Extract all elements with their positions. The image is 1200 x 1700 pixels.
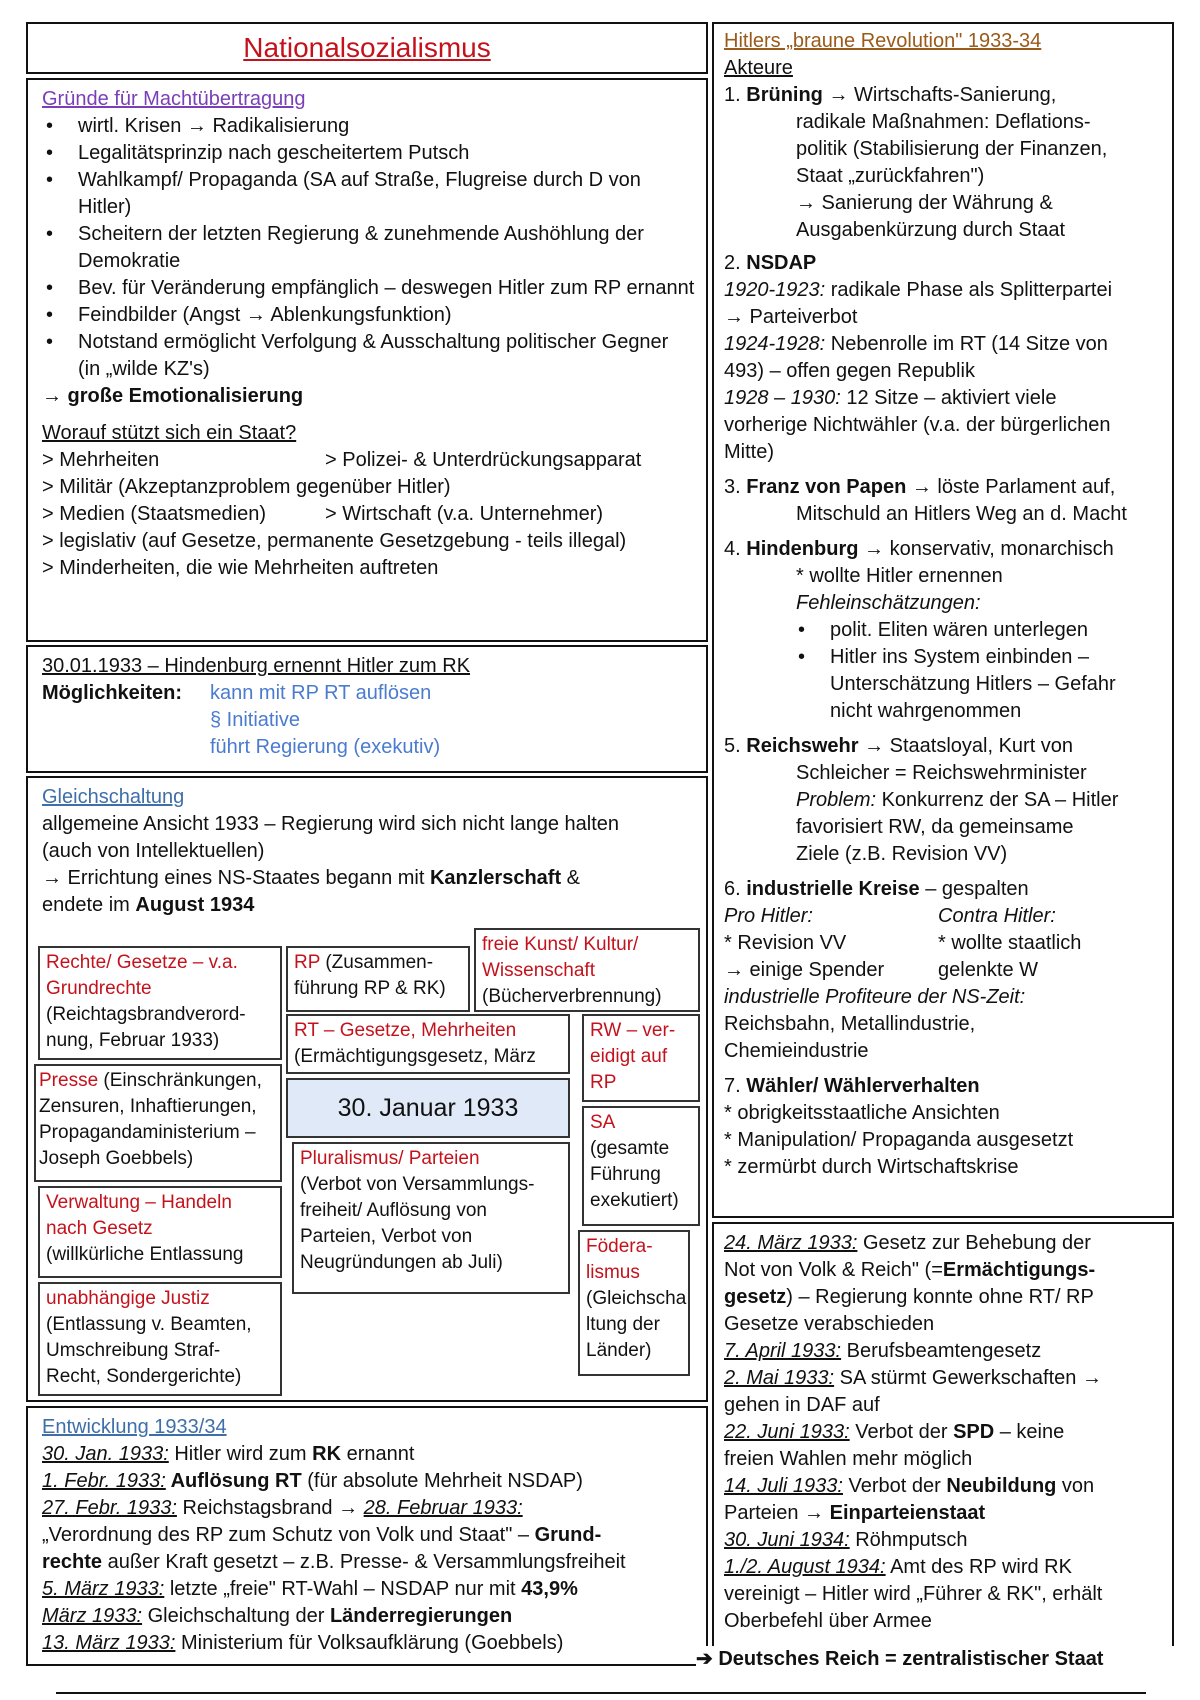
moeglichkeiten-label: Möglichkeiten:	[42, 682, 183, 704]
list-item: § Initiative	[210, 709, 301, 731]
entwicklung-item: 30. Jan. 1933: Hitler wird zum RK ernannt	[42, 1443, 415, 1465]
list-item: • polit. Eliten wären unterlegen	[830, 617, 1162, 644]
akteur-bruening: 1. Brüning → Wirtschafts-Sanierung, radikale Maßnahmen: Deflations- politik (Stabilisierung der Finanzen, Staat „zurückfahren") → Sanierung der Währung & Ausgabenkürzung durch Staat	[724, 84, 1108, 241]
stuetzt-row: > legislativ (auf Gesetze, permanente Gesetzgebung - teils illegal)	[42, 530, 627, 552]
akteur-nsdap: 2. NSDAP 1920-1923: radikale Phase als Splitterpartei → Parteiverbot 1924-1928: Nebenrolle im RT (14 Sitze von 493) – offen gegen Republik 1928 – 1930: 12 Sitze – aktiviert viele vorherige Nichtwähler (v.a. der bürgerlichen Mitte)	[724, 252, 1113, 463]
gruende-list	[42, 113, 695, 383]
list-item: • wirtl. Krisen → Radikalisierung	[78, 113, 692, 140]
entwicklung-item: März 1933: Gleichschaltung der Länderregierungen	[42, 1605, 513, 1627]
entwicklung-item: 27. Febr. 1933: Reichstagsbrand → 28. Februar 1933:	[42, 1497, 523, 1519]
stuetzt-row	[42, 501, 692, 528]
list-item: • Legalitätsprinzip nach gescheitertem Putsch	[78, 140, 692, 167]
list-item: • Bev. für Veränderung empfänglich – deswegen Hitler zum RP ernannt	[78, 275, 698, 302]
title-box	[26, 22, 708, 74]
timeline2-section	[712, 1222, 1174, 1666]
gruende-conclusion: → große Emotionalisierung	[42, 385, 304, 407]
gleich-text: (auch von Intellektuellen)	[42, 840, 265, 862]
stuetzt-heading: Worauf stützt sich ein Staat?	[42, 422, 297, 444]
cell-center-date: 30. Januar 1933	[286, 1078, 570, 1138]
entwicklung-section	[26, 1406, 708, 1666]
akteur-industrie: 6. industrielle Kreise – gespalten Pro Hitler: Contra Hitler: * Revision VV * wollte staatlich → einige Spender gelenkte W industrielle Profiteure der NS-Zeit: Reichsbahn, Metallindustrie, Chemieindustrie	[724, 878, 1082, 1062]
akteur-reichswehr: 5. Reichswehr → Staatsloyal, Kurt von Schleicher = Reichswehrminister Problem: Konkurrenz der SA – Hitler favorisiert RW, da gemeinsame Ziele (z.B. Revision VV)	[724, 735, 1119, 865]
stuetzt-left: > Medien (Staatsmedien)	[42, 503, 267, 525]
cell-sa: SA (gesamte Führung exekutiert)	[582, 1106, 700, 1226]
list-item: • Notstand ermöglicht Verfolgung & Ausschaltung politischer Gegner (in „wilde KZ's)	[78, 329, 678, 383]
gleich-heading: Gleichschaltung	[42, 786, 185, 808]
cell-presse: Presse (Einschränkungen, Zensuren, Inhaftierungen, Propagandaministerium – Joseph Goebbels)	[34, 1064, 282, 1182]
entwicklung-heading: Entwicklung 1933/34	[42, 1416, 227, 1438]
akteure-heading: Akteure	[724, 57, 793, 79]
gruende-heading: Gründe für Machtübertragung	[42, 88, 306, 110]
stuetzt-row	[42, 447, 692, 474]
timeline-item: 7. April 1933: Berufsbeamtengesetz	[724, 1340, 1042, 1362]
list-item: • Feindbilder (Angst → Ablenkungsfunktion)	[78, 302, 692, 329]
list-item: • Hitler ins System einbinden – Unterschätzung Hitlers – Gefahr nicht wahrgenommen	[830, 644, 1140, 725]
list-item: • Scheitern der letzten Regierung & zunehmende Aushöhlung der Demokratie	[78, 221, 688, 275]
bottom-divider	[56, 1692, 1146, 1694]
entwicklung-item: 1. Febr. 1933: Auflösung RT (für absolute Mehrheit NSDAP)	[42, 1470, 583, 1492]
stuetzt-right: > Polizei- & Unterdrückungsapparat	[325, 449, 642, 471]
cell-rechte: Rechte/ Gesetze – v.a. Grundrechte (Reichtagsbrandverord-nung, Februar 1933)	[38, 946, 282, 1060]
gleich-text: → Errichtung eines NS-Staates begann mit Kanzlerschaft &	[42, 867, 581, 889]
moeglichkeiten-list	[210, 680, 440, 761]
final-conclusion: ➔ Deutsches Reich = zentralistischer Staat	[696, 1646, 1176, 1673]
entwicklung-item: 5. März 1933: letzte „freie" RT-Wahl – NSDAP nur mit 43,9%	[42, 1578, 578, 1600]
cell-verwaltung: Verwaltung – Handeln nach Gesetz (willkürliche Entlassung	[38, 1186, 282, 1278]
list-item: kann mit RP RT auflösen	[210, 682, 432, 704]
entwicklung-item: 13. März 1933: Ministerium für Volksaufklärung (Goebbels)	[42, 1632, 564, 1654]
gleich-text: endete im August 1934	[42, 894, 255, 916]
list-item: • Wahlkampf/ Propaganda (SA auf Straße, Flugreise durch D von Hitler)	[78, 167, 668, 221]
ernennung-heading: 30.01.1933 – Hindenburg ernennt Hitler zum RK	[42, 655, 471, 677]
akteur-hindenburg: 4. Hindenburg → konservativ, monarchisch * wollte Hitler ernennen Fehleinschätzungen: • polit. Eliten wären unterlegen • Hitler ins System einbinden – Unterschätzung Hitlers – Gefahr nicht wahrgenommen	[724, 536, 1162, 725]
revolution-section	[712, 22, 1174, 1218]
cell-rp: RP (Zusammen-führung RP & RK)	[286, 946, 470, 1012]
timeline-item: 2. Mai 1933: SA stürmt Gewerkschaften → gehen in DAF auf	[724, 1367, 1102, 1416]
list-item: führt Regierung (exekutiv)	[210, 736, 441, 758]
page-title: Nationalsozialismus	[243, 32, 491, 63]
stuetzt-left: > Mehrheiten	[42, 449, 160, 471]
cell-rt: RT – Gesetze, Mehrheiten (Ermächtigungsgesetz, März	[286, 1014, 570, 1074]
timeline-item: 24. März 1933: Gesetz zur Behebung der Not von Volk & Reich" (=Ermächtigungs- gesetz) – Regierung konnte ohne RT/ RP Gesetze verabschieden	[724, 1232, 1096, 1335]
stuetzt-right: > Wirtschaft (v.a. Unternehmer)	[325, 503, 604, 525]
timeline-item: 14. Juli 1933: Verbot der Neubildung von Parteien → Einparteienstaat	[724, 1475, 1095, 1524]
entwicklung-item: rechte außer Kraft gesetzt – z.B. Presse- & Versammlungsfreiheit	[42, 1551, 626, 1573]
cell-kunst: freie Kunst/ Kultur/ Wissenschaft (Bücherverbrennung)	[474, 928, 700, 1012]
stuetzt-row: > Militär (Akzeptanzproblem gegenüber Hitler)	[42, 476, 451, 498]
gleich-text: allgemeine Ansicht 1933 – Regierung wird sich nicht lange halten	[42, 813, 620, 835]
cell-justiz: unabhängige Justiz (Entlassung v. Beamten, Umschreibung Straf-Recht, Sondergerichte)	[38, 1282, 282, 1396]
stuetzt-row: > Minderheiten, die wie Mehrheiten auftreten	[42, 557, 439, 579]
moeglichkeiten-row	[42, 680, 692, 761]
akteur-waehler: 7. Wähler/ Wählerverhalten * obrigkeitsstaatliche Ansichten * Manipulation/ Propaganda ausgesetzt * zermürbt durch Wirtschaftskrise	[724, 1075, 1074, 1178]
timeline-item: 22. Juni 1933: Verbot der SPD – keine freien Wahlen mehr möglich	[724, 1421, 1065, 1470]
ernennung-section	[26, 645, 708, 773]
cell-foederalismus: Födera-lismus (Gleichscha ltung der Länder)	[578, 1230, 690, 1376]
timeline-item: 1./2. August 1934: Amt des RP wird RK vereinigt – Hitler wird „Führer & RK", erhält Oberbefehl über Armee	[724, 1556, 1103, 1632]
gruende-section	[26, 78, 708, 642]
cell-rw: RW – ver-eidigt auf RP	[582, 1014, 700, 1102]
cell-pluralismus: Pluralismus/ Parteien (Verbot von Versammlungs-freiheit/ Auflösung von Parteien, Verbot von Neugründungen ab Juli)	[292, 1142, 570, 1294]
entwicklung-item: „Verordnung des RP zum Schutz von Volk und Staat" – Grund-	[42, 1524, 602, 1546]
revolution-heading: Hitlers „braune Revolution" 1933-34	[724, 30, 1042, 52]
akteur-papen: 3. Franz von Papen → löste Parlament auf, Mitschuld an Hitlers Weg an d. Macht	[724, 476, 1127, 525]
timeline-item: 30. Juni 1934: Röhmputsch	[724, 1529, 968, 1551]
